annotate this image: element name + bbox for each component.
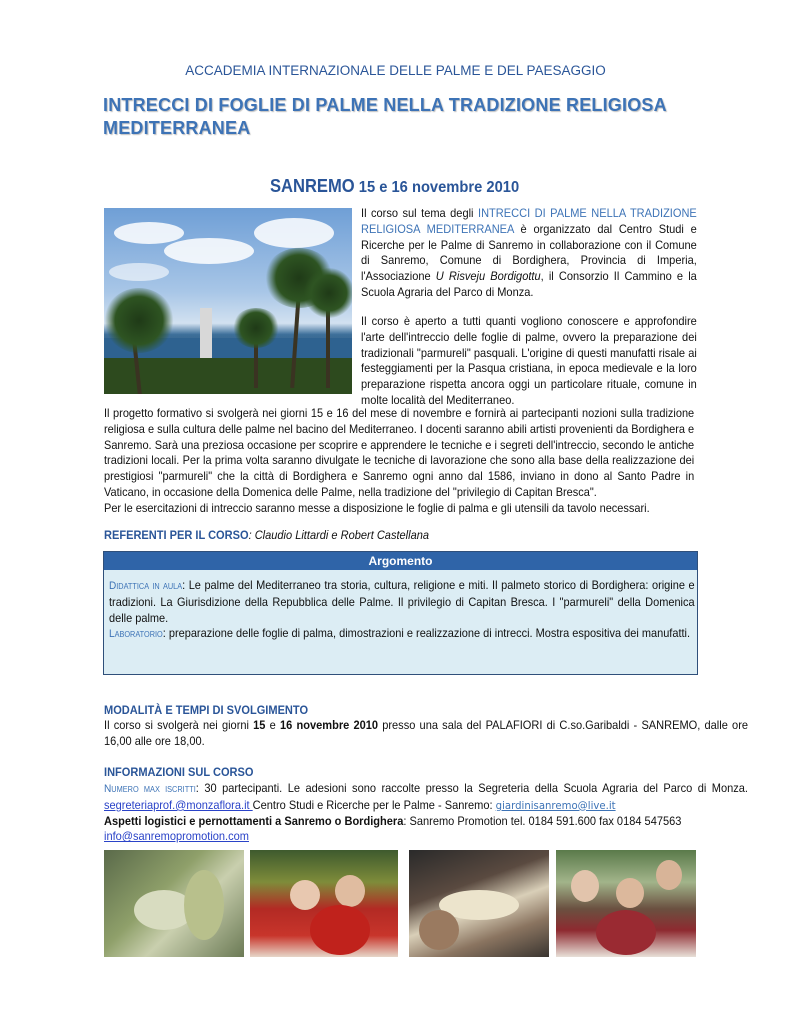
palm-weaving-photo-1 [104,850,244,957]
argomento-content [109,578,695,643]
didattica-text: : Le palme del Mediterraneo tra storia, cultura, religione e miti. Il palmeto storico di Bordighera: origine e tradizioni. La Giurisdizione della Repubblica delle Palme. Il privilegio di Capitan Bresca. I "parmureli" della Domenica delle palme. [109,578,695,625]
didattica-item [109,578,695,626]
intro-paragraph-1 [361,206,697,301]
modalita-heading: MODALITÀ E TEMPI DI SVOLGIMENTO [104,703,309,717]
project-description: Il progetto formativo si svolgerà nei giorni 15 e 16 del mese di novembre e fornirà ai partecipanti nozioni sulla tradizione religiosa e sulla cultura delle palme nel bacino del Mediterraneo. I docenti saranno abili artisti provenienti da Bordighera e Sanremo. Sarà una preziosa occasione per scoprire e apprendere le tecniche e i segreti dell'intreccio, secondo le antiche tradizioni locali. Per la prima volta saranno divulgate le tecniche di lavorazione che sono alla base della realizzazione dei prestigiosi "parmureli" che la città di Bordighera e Sanremo ogni anno dal 1586, inviano in dono al Santo Padre in Vaticano, in occasione della Domenica delle Palme, nella tradizione del "privilegio di Capitan Bresca". [104,406,695,499]
document-title [103,94,703,140]
event-dates: 15 e 16 novembre 2010 [358,179,520,196]
referenti-line [104,528,429,542]
intro-text: Il corso sul tema degli [361,206,478,220]
modalita-part: e [265,718,281,732]
modalita-part: presso una sala del PALAFIORI di C.so.Garibaldi - SANREMO, dalle ore 16,00 alle ore 18,00. [104,718,749,748]
title-line-2: MEDITERRANEA [103,118,251,138]
referenti-names: Claudio Littardi e Robert Castellana [254,528,430,542]
logistica-text: : Sanremo Promotion tel. 0184 591.600 fax 0184 547563 [403,813,682,828]
email-sanremopromotion-link[interactable]: info@sanremopromotion.com [104,829,249,844]
laboratorio-label: Laboratorio [109,628,163,641]
info-heading: INFORMAZIONI SUL CORSO [104,765,254,779]
title-line-1: INTRECCI DI FOGLIE DI PALME NELLA TRADIZIONE RELIGIOSA [103,95,667,115]
modalita-date-1: 15 [253,718,266,732]
logistica-label: Aspetti logistici e pernottamenti a Sanremo o Bordighera [104,813,404,828]
argomento-header: Argomento [104,552,697,570]
hands-weaving-photo [409,850,549,957]
max-iscritti-label: Numero max iscritti [104,783,196,795]
modalita-text [104,718,748,750]
info-text [104,781,748,845]
laboratorio-text: : preparazione delle foglie di palma, dimostrazioni e realizzazione di intrecci. Mostra espositiva dei manufatti. [162,626,691,641]
laboratorio-item [109,626,695,643]
intro-text: è organizzato dal Centro Studi e Ricerche per le Palme di Sanremo in collaborazione con il Comune di Sanremo, Comune di Bordighera, Provincia di Imperia, l'Associazione [361,221,697,284]
modalita-date-2: 16 novembre 2010 [280,718,379,732]
didattica-label: Didattica in aula [109,580,183,592]
intro-text: , il Consorzio Il Cammino e la Scuola Agraria del Parco di Monza. [361,269,697,299]
city-name: SANREMO [270,176,355,196]
organization-header: ACCADEMIA INTERNAZIONALE DELLE PALME E DEL PAESAGGIO [185,63,606,78]
people-weaving-photo [556,850,696,957]
intro-paragraph-3 [104,406,694,517]
palm-trees-photo [104,208,352,394]
exercise-note: Per le esercitazioni di intreccio saranno messe a disposizione le foglie di palma e gli utensili da tavolo necessari. [104,500,650,515]
referenti-colon: : [248,528,255,542]
course-topic-highlight: INTRECCI DI PALME NELLA TRADIZIONE RELIGIOSA MEDITERRANEA [361,206,697,236]
referenti-label: REFERENTI PER IL CORSO [104,528,249,542]
association-name: U Risveju Bordigottu [435,269,541,284]
centro-studi-text: Centro Studi e Ricerche per le Palme - Sanremo: [252,797,496,812]
email-monzaflora-link[interactable]: segreteriaprof.@monzaflora.it [104,797,253,812]
max-iscritti-text: : 30 partecipanti. Le adesioni sono raccolte presso la Segreteria della Scuola Agraria del Parco di Monza. [195,781,748,795]
argomento-box [103,551,698,675]
intro-paragraph-2: Il corso è aperto a tutti quanti vogliono conoscere e approfondire l'arte dell'intreccio delle foglie di palme, ovvero la preparazione dei tradizionali "parmureli" pasquali. L'origine di questi manufatti risale ai festeggiamenti per la Pasqua cristiana, in epoca medievale e la loro preparazione rispetta ancora oggi un particolare rituale, comune in molte località del Mediterraneo. [361,314,697,407]
email-giardini-link[interactable]: giardinisanremo@live.it [495,798,616,812]
modalita-part: Il corso si svolgerà nei giorni [104,718,254,732]
place-and-dates [270,176,519,197]
cardinals-photo [250,850,398,957]
